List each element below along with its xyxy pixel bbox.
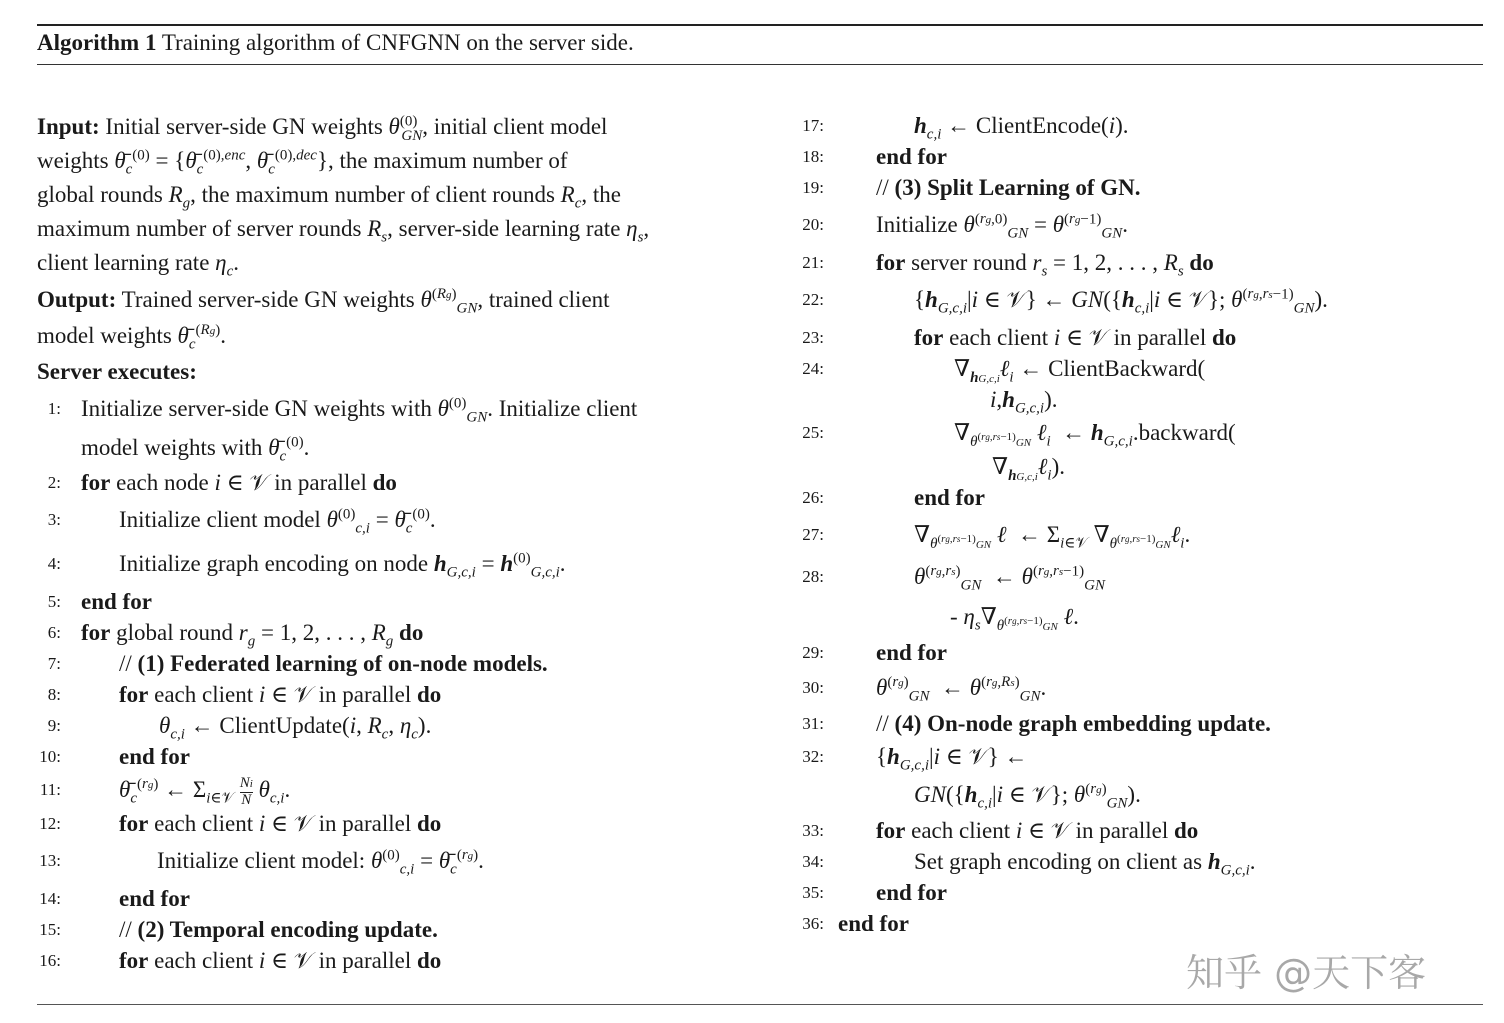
bottom-rule: [37, 1004, 1483, 1005]
output-text: Trained server-side GN weights $\theta^{(Rg)}_{GN}$, trained client model weights $\thetā_c^{(Rg)}$.: [37, 286, 610, 353]
input-block: [37, 110, 757, 280]
algo-line-16: 16: for each client i ∈ 𝒱 in parallel do: [37, 945, 757, 976]
line-number: 9:: [47, 716, 61, 735]
algo-line-1-cont: model weights with $\thetā_c^{(0)}$.: [81, 434, 310, 465]
algo-line-8: 8: for each client i ∈ 𝒱 in parallel do: [37, 679, 757, 710]
algo-line-11: 11: $\thetā_c^{(rg)}$ ← $\Sigma_{i\in 𝒱} \frac{Ni}{N}$ $\theta_{c,i}$.: [37, 772, 757, 808]
line-number: 30:: [802, 678, 824, 697]
line-number: 17:: [802, 116, 824, 135]
algo-line-36: 36: end for: [800, 908, 1490, 939]
line-number: 34:: [802, 852, 824, 871]
server-label-text: Server executes:: [37, 359, 197, 384]
algo-line-14: 14: end for: [37, 883, 757, 914]
line-number: 14:: [39, 889, 61, 908]
algo-line-3: 3: Initialize client model $\theta^{(0)}_{c,i}$ = $\thetā_c^{(0)}$.: [37, 498, 757, 542]
algo-line-28-cont: - $\eta_s\nabla_{\theta^{(rg,rs-1)}GN}$ ℓ.: [950, 604, 1079, 634]
line-number: 6:: [47, 623, 61, 642]
algo-line-34: 34: Set graph encoding on client as $h_{G,c,i}$.: [800, 846, 1490, 877]
line-number: 19:: [802, 178, 824, 197]
line-number: 10:: [39, 747, 61, 766]
algo-line-15: 15: // (2) Temporal encoding update.: [37, 914, 757, 945]
algo-line-30: 30: $\theta^{(rg)}_{GN}$ ← $\theta^{(rg,Rs)}_{GN}$.: [800, 668, 1490, 708]
line-number: 25:: [802, 423, 824, 442]
line-number: 23:: [802, 328, 824, 347]
line-number: 12:: [39, 814, 61, 833]
algo-line-26: 26: end for: [800, 482, 1490, 513]
algo-line-13: 13: Initialize client model: $\theta^{(0)}_{c,i}$ = $\thetā_c^{(rg)}$.: [37, 839, 757, 883]
line-number: 18:: [802, 147, 824, 166]
line-number: 29:: [802, 643, 824, 662]
server-executes-label: [37, 356, 757, 387]
algo-line-10: 10: end for: [37, 741, 757, 772]
top-rule: [37, 24, 1483, 26]
line-number: 20:: [802, 215, 824, 234]
algo-line-24: 24: $\nabla_{hG,c,i}\ell_i$ ← ClientBackward(: [800, 353, 1490, 384]
algo-line-35: 35: end for: [800, 877, 1490, 908]
line-number: 11:: [39, 780, 61, 799]
algo-line-32-cont: $GN(\{h_{c,i}|i$ ∈ 𝒱}; $\theta^{(rg)}_{GN}$).: [914, 781, 1141, 812]
input-label: Input:: [37, 114, 100, 139]
line-number: 24:: [802, 359, 824, 378]
algo-line-33: 33: for each client i ∈ 𝒱 in parallel do: [800, 815, 1490, 846]
line-number: 1:: [47, 399, 61, 418]
algo-line-20: 20: Initialize $\theta^{(rg,0)}_{GN} = \theta^{(rg-1)}_{GN}$.: [800, 203, 1490, 247]
line-number: 21:: [802, 253, 824, 272]
algo-line-1: [37, 389, 757, 429]
line-number: 27:: [802, 525, 824, 544]
line-number: 5:: [47, 592, 61, 611]
line-number: 22:: [802, 290, 824, 309]
line-number: 16:: [39, 951, 61, 970]
algo-line-24-cont: $i,h_{G,c,i}$).: [990, 387, 1058, 417]
line-number: 36:: [802, 914, 824, 933]
algo-line-2: 2: for each node i ∈ 𝒱 in parallel do: [37, 467, 757, 498]
caption-rule: [37, 64, 1483, 65]
line-number: 4:: [47, 554, 61, 573]
algo-line-31: 31: // (4) On-node graph embedding update.: [800, 708, 1490, 739]
algo-line-4: 4: Initialize graph encoding on node $h_{G,c,i} = h^{(0)}_{G,c,i}$.: [37, 542, 757, 586]
line-number: 32:: [802, 747, 824, 766]
line-number: 13:: [39, 851, 61, 870]
line-number: 31:: [802, 714, 824, 733]
line-number: 15:: [39, 920, 61, 939]
line-number: 7:: [47, 654, 61, 673]
algo-line-17: 17: $h_{c,i}$ ← ClientEncode(i).: [800, 110, 1490, 141]
algo-line-29: 29: end for: [800, 637, 1490, 668]
algo-line-6: 6: for global round $r_g = 1$, 2, . . . , $R_g$ do: [37, 617, 757, 648]
caption-label: Algorithm 1: [37, 30, 157, 55]
line-number: 26:: [802, 488, 824, 507]
algo-line-28: 28: $\theta^{(rg,rs)}_{GN}$ ← $\theta^{(rg,rs-1)}_{GN}$: [800, 557, 1490, 597]
line-number: 2:: [47, 473, 61, 492]
output-label: Output:: [37, 287, 117, 312]
algorithm-caption: [37, 30, 634, 56]
algo-line-12: 12: for each client i ∈ 𝒱 in parallel do: [37, 808, 757, 839]
caption-text: Training algorithm of CNFGNN on the server side.: [161, 30, 634, 55]
algo-line-22: 22: {$h_{G,c,i}|i$ ∈ 𝒱} ← $GN(\{h_{c,i}|i$ ∈ 𝒱}; $\theta^{(rg,rs-1)}_{GN}$).: [800, 278, 1490, 322]
algo-line-9: 9: $\theta_{c,i}$ ← ClientUpdate(i, $R_c$, $\eta_c$).: [37, 710, 757, 741]
left-column: [37, 110, 757, 976]
algo-line-5: 5: end for: [37, 586, 757, 617]
algo-line-21: 21: for server round $r_s = 1$, 2, . . . , $R_s$ do: [800, 247, 1490, 278]
algo-line-23: 23: for each client i ∈ 𝒱 in parallel do: [800, 322, 1490, 353]
algo-line-25: 25: $\nabla_{\theta^{(rg,rs-1)}GN}$ ℓ$_i$ ← $h_{G,c,i}.backward$(: [800, 415, 1490, 451]
line-number: 3:: [47, 510, 61, 529]
line-number: 33:: [802, 821, 824, 840]
line-number: 8:: [47, 685, 61, 704]
input-text: Initial server-side GN weights $\theta^{(0)}_{GN}$, initial client model weights $\thetā_c^{(0)}$ = {$\thetā_c^{(0),enc}$, $\thetā_c^{(0),dec}$}, the maximum number of global rounds $R_g$, the maximum number of client rounds $R_c$, the maximum number of server rounds $R_s$, server-side learning rate $\eta_s$, client learning rate $\eta_c$.: [37, 113, 650, 280]
algo-line-18: 18: end for: [800, 141, 1490, 172]
algo-line-7: 7: // (1) Federated learning of on-node models.: [37, 648, 757, 679]
right-column: [800, 110, 1490, 939]
line-number: 28:: [802, 567, 824, 586]
algo-line-27: 27: $\nabla_{\theta^{(rg,rs-1)}GN}$ ℓ ← $\Sigma_{i\in 𝒱}$ $\nabla_{\theta^{(rg,rs-1)}GN}\ell_i$.: [800, 513, 1490, 557]
output-block: [37, 282, 757, 354]
line-number: 35:: [802, 883, 824, 902]
algo-line-19: 19: // (3) Split Learning of GN.: [800, 172, 1490, 203]
algo-line-25-cont: $\nabla_{hG,c,i}\ell_i$).: [992, 454, 1065, 484]
algo-line-32: 32: {$h_{G,c,i}|i$ ∈ 𝒱} ←: [800, 739, 1490, 775]
line-text: Initialize server-side GN weights with $\theta^{(0)}_{GN}$. Initialize client: [81, 395, 638, 426]
watermark: 知乎 @天下客: [1186, 951, 1427, 995]
